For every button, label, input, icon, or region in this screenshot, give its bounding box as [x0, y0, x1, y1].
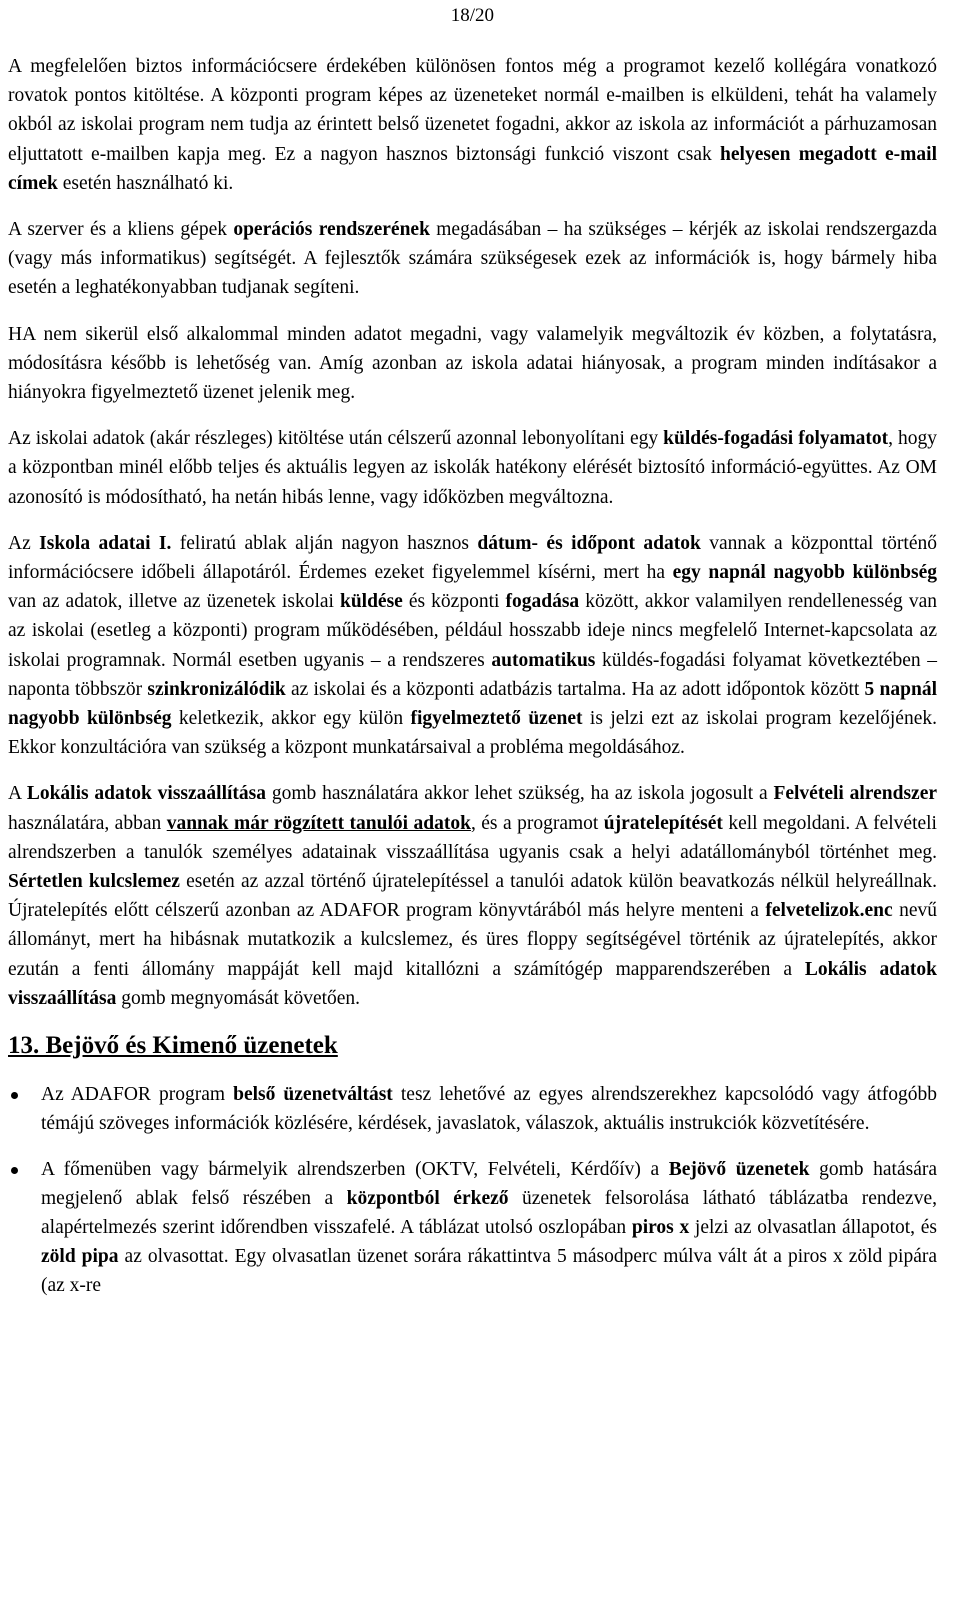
text-run: kell megoldani. A felvételi alrendszerben a tanulók személyes adatainak visszaállítása ugyanis csak a helyi adatállományból történhet meg. [8, 812, 937, 863]
text-run: Az ADAFOR program [41, 1084, 234, 1106]
paragraph [8, 52, 937, 198]
text-run: , és a programot [470, 812, 604, 834]
emphasis-run: küldés-fogadási folyamatot [663, 428, 889, 450]
emphasis-run: vannak már rögzített tanulói adatok [166, 812, 471, 834]
paragraph [8, 215, 937, 303]
emphasis-run: dátum- és időpont adatok [477, 532, 701, 554]
text-run: Az iskolai adatok (akár részleges) kitöltése után célszerű azonnal lebonyolítani egy [8, 428, 664, 450]
text-run: az olvasottat. Egy olvasatlan üzenet sorára rákattintva 5 másodperc múlva vált át a piros x zöld pipára (az x-re [41, 1246, 938, 1297]
text-run: A megfelelően biztos információcsere érdekében különösen fontos még a programot kezelő kollégára vonatkozó rovatok pontos kitöltése. A központi program képes az üzeneteket normál e-mailben is elküldeni, tehát ha valamely okból az iskolai program nem tudja az érintett belső üzenetet fogadni, akkor az iskola az információt a párhuzamosan eljuttatott e-mailben kapja meg. Ez a nagyon hasznos biztonsági funkció viszont csak [8, 56, 937, 165]
emphasis-run: küldése [339, 591, 403, 613]
text-run: jelzi az olvasatlan állapotot, és [689, 1216, 938, 1238]
bullet-dot-icon [11, 1167, 18, 1174]
text-run: keletkezik, akkor egy külön [171, 708, 411, 730]
document-body [8, 52, 937, 1317]
text-run: is jelzi ezt az iskolai program kezelőjének. Ekkor konzultációra van szükség a központ munkatársaival a probléma megoldásához. [8, 708, 937, 759]
text-run: gomb hatására megjelenő ablak felső részében a [41, 1158, 937, 1209]
page-number: 18/20 [450, 5, 494, 26]
paragraph [8, 779, 937, 1013]
emphasis-run: operációs rendszerének [233, 219, 430, 241]
text-run: nevű állományt, mert ha hibásnak mutatkozik a kulcslemez, és üres floppy segítségével történik az újratelepítés, akkor ezután a fenti állomány mappáját kell majd kitallózni a számítógép mapparendszerében a [8, 900, 937, 980]
text-run: gomb használatára akkor lehet szükség, ha az iskola jogosult a [266, 783, 774, 805]
bullet-list [8, 1080, 937, 1300]
emphasis-run: helyesen megadott e-mail címek [8, 143, 937, 194]
emphasis-run: újratelepítését [603, 812, 723, 834]
text-run: használatára, abban [8, 812, 167, 834]
emphasis-run: egy napnál nagyobb különbség [672, 562, 938, 584]
emphasis-run: központból érkező [346, 1187, 509, 1209]
text-run: megadásában – ha szükséges – kérjék az iskolai rendszergazda (vagy más informatikus) segítségét. A fejlesztők számára szükségesek ezek az információk is, hogy bármely hiba esetén a leghatékonyabban tudjanak segíteni. [8, 219, 937, 299]
text-run: tesz lehetővé az egyes alrendszerekhez kapcsolódó vagy átfogóbb témájú szöveges információk közlésére, kérdések, javaslatok, válaszok, aktuális instrukciók közvetítésére. [41, 1084, 937, 1135]
text-run: vannak a központtal történő információcsere időbeli állapotáról. Érdemes ezeket figyelemmel kísérni, mert ha [8, 532, 937, 584]
emphasis-run: figyelmeztető üzenet [410, 708, 583, 730]
paragraph [8, 529, 937, 763]
text-run: között, akkor valamilyen rendellenesség van az iskolai (esetleg a központi) program működésében, például hosszabb ideje nincs megfelelő Internet-kapcsolata az iskolai programnak. Normál esetben ugyanis – a rendszeres [8, 591, 937, 671]
section-heading: 13. Bejövő és Kimenő üzenetek [8, 1032, 338, 1060]
text-run: és központi [402, 591, 506, 613]
text-run: A szerver és a kliens gépek [8, 219, 234, 241]
text-run: , hogy a központban minél előbb teljes és aktuális legyen az iskolák hatékony elérését biztosító információ-együttes. Az OM azonosító is módosítható, ha netán hibás lenne, vagy időközben megváltozna. [8, 428, 937, 508]
text-run: az iskolai és a központi adatbázis tartalma. Ha az adott időpontok között [285, 678, 865, 700]
paragraphs [8, 52, 937, 1013]
text-run: feliratú ablak alján nagyon hasznos [171, 532, 478, 554]
paragraph [8, 320, 937, 408]
paragraph [8, 424, 937, 512]
emphasis-run: Lokális adatok visszaállítása [8, 958, 937, 1009]
text-run: küldés-fogadási folyamat következtében – naponta többször [8, 649, 937, 700]
emphasis-run: Bejövő üzenetek [668, 1158, 810, 1180]
emphasis-run: piros x [631, 1216, 690, 1238]
emphasis-run: felvetelizok.enc [765, 900, 893, 922]
emphasis-run: Lokális adatok visszaállítása [26, 783, 267, 805]
text-run: üzenetek felsorolása látható táblázatba rendezve, alapértelmezés szerint időrendben visszafelé. A táblázat utolsó oszlopában [41, 1187, 937, 1238]
bullet-item [8, 1080, 937, 1138]
emphasis-run: automatikus [491, 649, 596, 671]
bullet-item [8, 1155, 937, 1301]
bullet-dot-icon [11, 1092, 18, 1099]
emphasis-run: Felvételi alrendszer [773, 783, 938, 805]
emphasis-run: Sértetlen kulcslemez [8, 871, 180, 893]
text-run: A főmenüben vagy bármelyik alrendszerben (OKTV, Felvételi, Kérdőív) a [41, 1158, 669, 1180]
emphasis-run: Iskola adatai I. [39, 532, 172, 554]
text-run: esetén használható ki. [57, 172, 234, 194]
emphasis-run: belső üzenetváltást [233, 1084, 393, 1106]
text-run: van az adatok, illetve az üzenetek iskolai [8, 591, 340, 613]
text-run: HA nem sikerül első alkalommal minden adatot megadni, vagy valamelyik megváltozik év közben, a folytatásra, módosításra később is lehetőség van. Amíg azonban az iskola adatai hiányosak, a program minden indításakor a hiányokra figyelmeztető üzenet jelenik meg. [8, 323, 937, 404]
text-run: esetén az azzal történő újratelepítéssel a tanulói adatok külön beavatkozás nélkül helyreállnak. Újratelepítés előtt célszerű azonban az ADAFOR program könyvtárából más helyre menteni a [8, 871, 937, 922]
emphasis-run: zöld pipa [41, 1246, 119, 1268]
text-run: gomb megnyomását követően. [116, 987, 361, 1009]
emphasis-run: fogadása [505, 591, 580, 613]
emphasis-run: szinkronizálódik [147, 678, 286, 700]
emphasis-run: 5 napnál nagyobb különbség [8, 678, 937, 730]
text-run: Az [8, 532, 40, 554]
text-run: A [8, 783, 27, 805]
